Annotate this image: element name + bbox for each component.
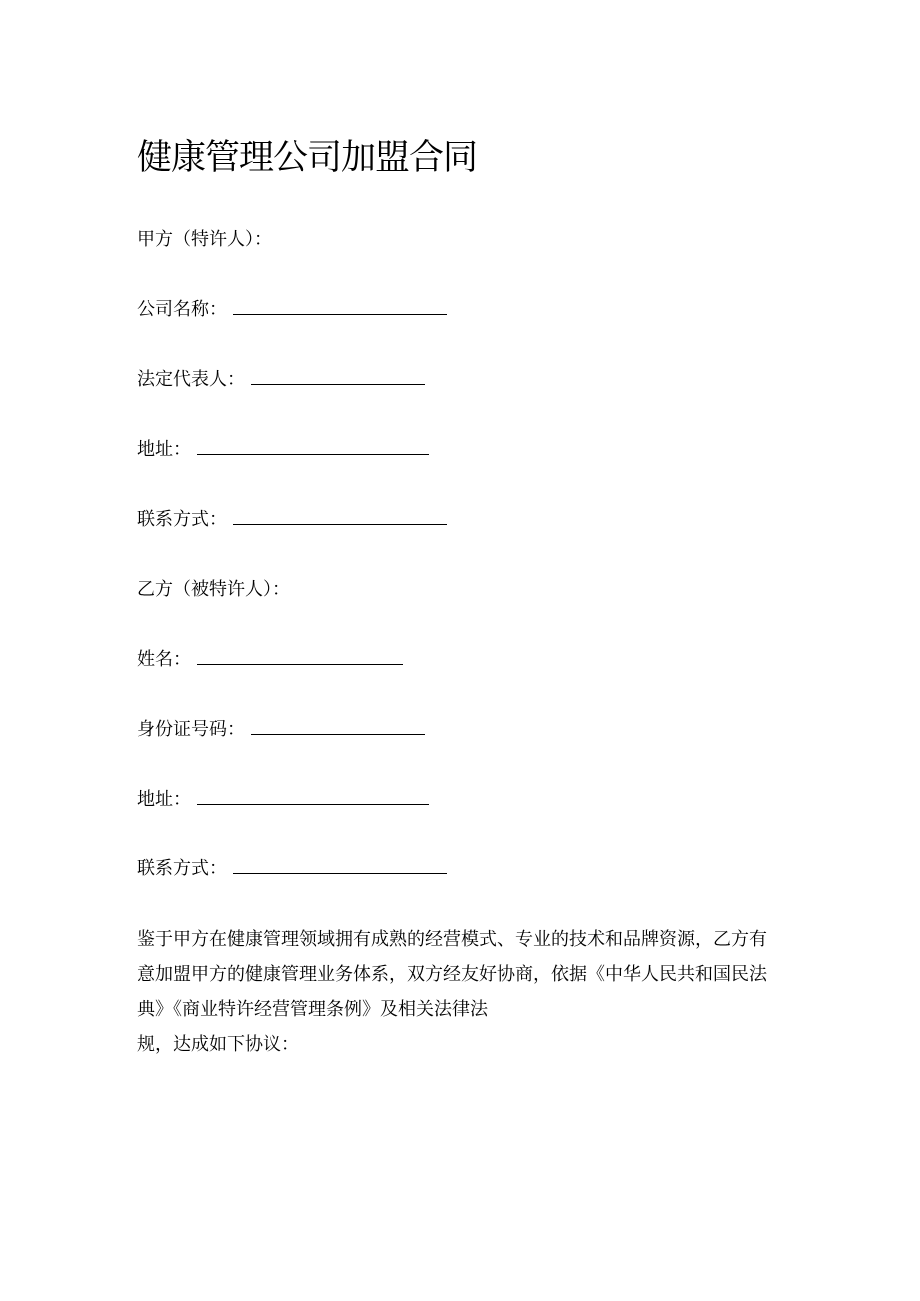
party-b-address-blank xyxy=(197,788,429,805)
preamble-line: 意加盟甲方的健康管理业务体系，双方经友好协商，依据《中华人民共和国民法 xyxy=(137,964,767,985)
party-b-address-row xyxy=(137,786,429,814)
party-b-heading xyxy=(137,576,290,604)
preamble-line: 鉴于甲方在健康管理领域拥有成熟的经营模式、专业的技术和品牌资源，乙方有 xyxy=(137,929,767,950)
id-number-blank xyxy=(251,718,425,735)
party-b-name-row xyxy=(137,646,403,674)
party-b-heading-text: 乙方（被特许人）： xyxy=(137,579,290,600)
party-b-name-label: 姓名： xyxy=(137,649,191,670)
party-a-address-row xyxy=(137,436,429,464)
party-a-address-label: 地址： xyxy=(137,439,191,460)
party-b-id-row xyxy=(137,716,425,744)
party-a-company-name-row xyxy=(137,296,447,324)
party-a-contact-label: 联系方式： xyxy=(137,509,227,530)
preamble-line: 典》《商业特许经营管理条例》及相关法律法 xyxy=(137,999,488,1020)
party-a-legal-rep-row xyxy=(137,366,425,394)
party-b-contact-blank xyxy=(233,857,447,874)
legal-rep-label: 法定代表人： xyxy=(137,369,245,390)
legal-rep-blank xyxy=(251,368,425,385)
party-a-heading-text: 甲方（特许人）： xyxy=(137,229,272,250)
company-name-blank xyxy=(233,298,447,315)
preamble-paragraph xyxy=(137,922,797,1062)
party-a-address-blank xyxy=(197,438,429,455)
party-b-address-label: 地址： xyxy=(137,789,191,810)
party-a-contact-blank xyxy=(233,508,447,525)
party-a-heading xyxy=(137,226,272,254)
party-b-contact-label: 联系方式： xyxy=(137,858,227,879)
preamble-line: 规，达成如下协议： xyxy=(137,1034,299,1055)
party-b-contact-row xyxy=(137,855,447,883)
company-name-label: 公司名称： xyxy=(137,299,227,320)
document-title: 健康管理公司加盟合同 xyxy=(137,138,478,178)
party-b-name-blank xyxy=(197,648,403,665)
party-a-contact-row xyxy=(137,506,447,534)
id-number-label: 身份证号码： xyxy=(137,719,245,740)
